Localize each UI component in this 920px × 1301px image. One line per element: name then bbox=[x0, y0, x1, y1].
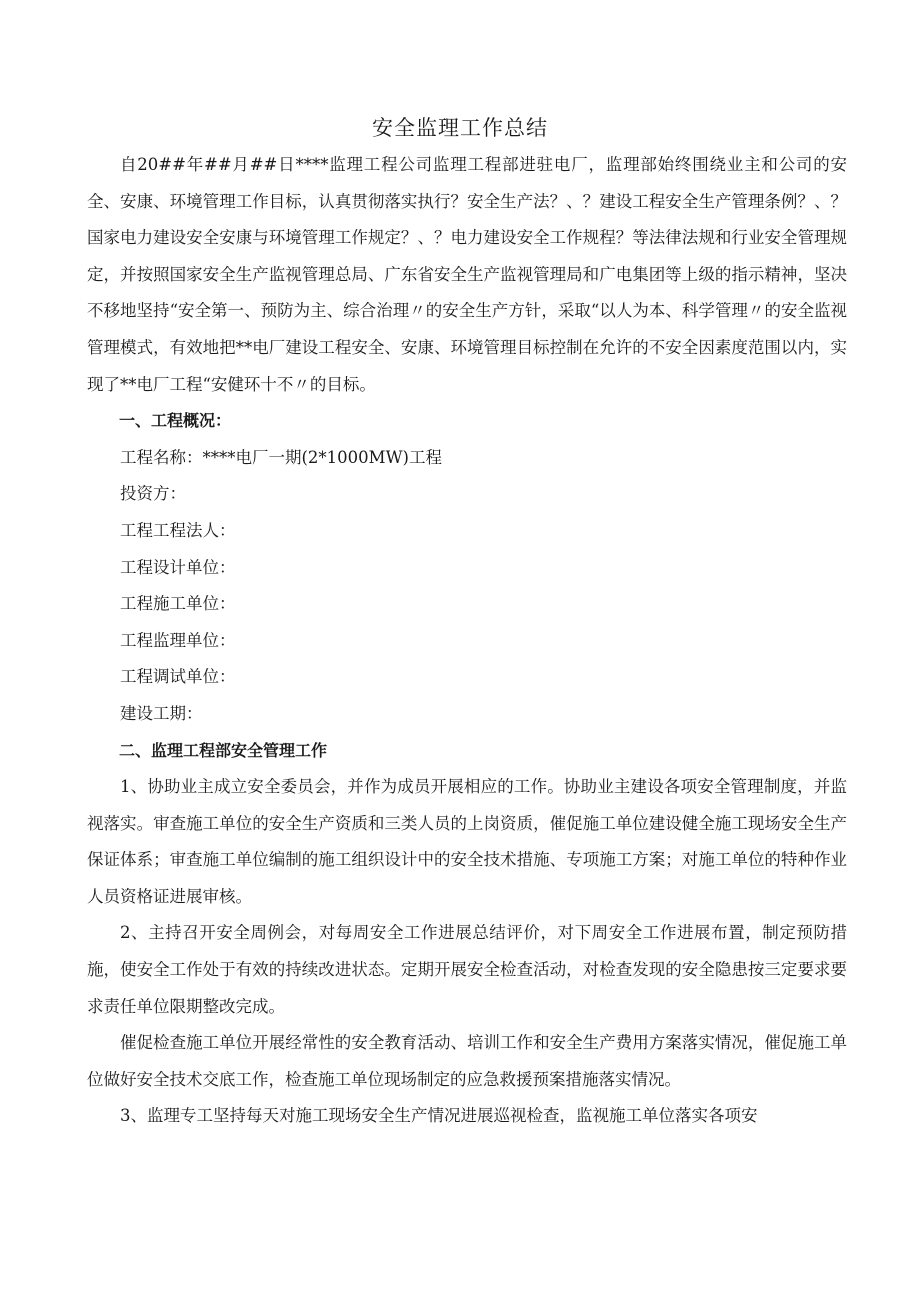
paragraph-item-3: 3、监理专工坚持每天对施工现场安全生产情况进展巡视检查，监视施工单位落实各项安 bbox=[120, 1106, 758, 1126]
paragraph-item-1: 1、协助业主成立安全委员会，并作为成员开展相应的工作。协助业主建设各项安全管理制度，并监视落实。审查施工单位的安全生产资质和三类人员的上岗资质，催促施工单位建设健全施工现场安全生产保证体系；审查施工单位编制的施工组织设计中的安全技术措施、专项施工方案；对施工单位的特种作业人员资格证进展审核。 bbox=[87, 777, 847, 906]
field-construction-period: 建设工期： bbox=[120, 703, 203, 723]
intro-paragraph: 自20##年##月##日****监理工程公司监理工程部进驻电厂，监理部始终围绕业主和公司的安全、安康、环境管理工作目标，认真贯彻落实执行？安全生产法？、？建设工程安全生产管理条例？、？国家电力建设安全安康与环境管理工作规定？、？电力建设安全工作规程？等法律法规和行业安全管理规定，并按照国家安全生产监视管理总局、广东省安全生产监视管理局和广电集团等上级的指示精神，坚决不移地坚持“安全第一、预防为主、综合治理〃的安全生产方针，采取“以人为本、科学管理〃的安全监视管理模式，有效地把**电厂建设工程安全、安康、环境管理目标控制在允许的不安全因素度范围以内，实现了**电厂工程“安健环十不〃的目标。 bbox=[87, 155, 847, 394]
field-project-name: 工程名称：****电厂一期(2*1000MW)工程 bbox=[120, 447, 442, 467]
paragraph-item-2: 2、主持召开安全周例会，对每周安全工作进展总结评价，对下周安全工作进展布置，制定预防措施，使安全工作处于有效的持续改进状态。定期开展安全检查活动，对检查发现的安全隐患按三定要求要求责任单位限期整改完成。 bbox=[87, 923, 847, 1016]
field-legal-person: 工程工程法人： bbox=[120, 520, 236, 540]
field-design-unit: 工程设计单位： bbox=[120, 557, 236, 577]
field-supervision-unit: 工程监理单位： bbox=[120, 630, 236, 650]
paragraph-supervision-check: 催促检查施工单位开展经常性的安全教育活动、培训工作和安全生产费用方案落实情况，催促施工单位做好安全技术交底工作，检查施工单位现场制定的应急救援预案措施落实情况。 bbox=[87, 1033, 847, 1089]
document-title: 安全监理工作总结 bbox=[372, 116, 548, 140]
section-heading-safety-management: 二、监理工程部安全管理工作 bbox=[119, 740, 328, 760]
document-body bbox=[87, 147, 847, 1135]
field-investor: 投资方： bbox=[120, 484, 186, 504]
field-construction-unit: 工程施工单位： bbox=[120, 594, 236, 614]
section-heading-project-overview: 一、工程概况： bbox=[119, 411, 232, 431]
field-commissioning-unit: 工程调试单位： bbox=[120, 667, 236, 687]
